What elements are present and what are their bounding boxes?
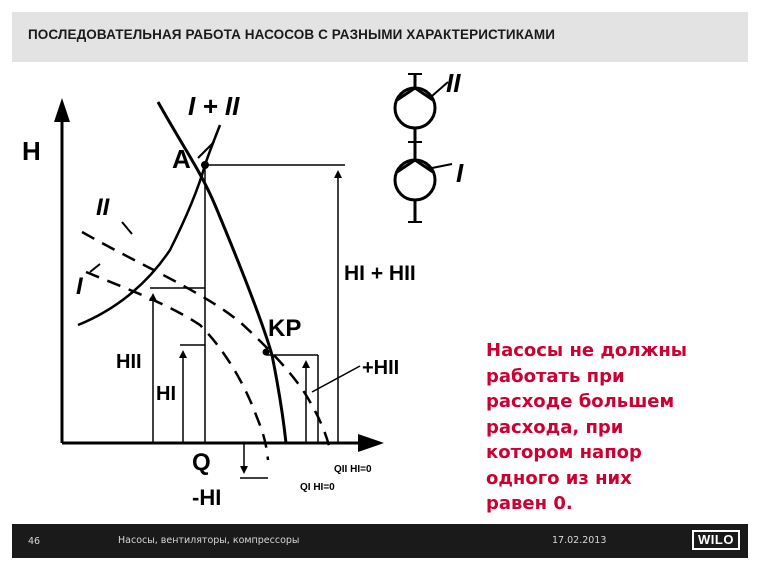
curve-ii-label: II xyxy=(96,194,110,221)
point-a-label: A xyxy=(172,144,191,174)
dim-hi-label: HI xyxy=(156,383,176,405)
footer-date: 17.02.2013 xyxy=(552,535,607,546)
note-line: равен 0. xyxy=(486,493,573,514)
dim-sum-label: HI + HII xyxy=(344,262,416,285)
leader-plus-hii xyxy=(312,366,360,392)
note-line: расхода, при xyxy=(486,416,624,438)
footer-bar xyxy=(12,524,748,558)
footer-subject: Насосы, вентиляторы, компрессоры xyxy=(118,535,300,546)
note-line: работать при xyxy=(486,365,625,387)
pump-schematic xyxy=(395,74,452,222)
q-i-zero-label: QI HI=0 xyxy=(300,482,335,493)
pump-upper-label: II xyxy=(446,68,461,98)
leader-ii xyxy=(122,222,132,234)
axis-h-label: H xyxy=(22,136,41,166)
note-line: одного из них xyxy=(486,467,632,489)
curve-sum-label: I + II xyxy=(188,91,240,121)
note-line: расходе большем xyxy=(486,391,675,412)
dim-minus-hi-label: -HI xyxy=(192,485,222,510)
curve-i-label: I xyxy=(76,273,83,300)
curve-sum-upper xyxy=(205,125,220,165)
dim-hii-label: HII xyxy=(116,351,142,373)
dim-plus-hii-label: +HII xyxy=(362,357,400,379)
page-title: ПОСЛЕДОВАТЕЛЬНАЯ РАБОТА НАСОСОВ С РАЗНЫМИ ХАРАКТЕРИСТИКАМИ xyxy=(28,27,556,42)
note-line: котором напор xyxy=(486,442,642,463)
pump-i-icon xyxy=(395,160,435,200)
page-number: 46 xyxy=(28,536,41,547)
note-line: Насосы не должны xyxy=(486,340,688,361)
q-axis-arrow xyxy=(358,434,384,452)
wilo-logo: WILO xyxy=(692,530,740,550)
leader-i xyxy=(90,264,100,272)
pump-ii-icon xyxy=(395,88,435,128)
curve-i-main xyxy=(78,165,205,325)
h-axis-arrow xyxy=(54,98,70,122)
q-ii-zero-label: QII HI=0 xyxy=(334,464,372,475)
pump-lower-label: I xyxy=(456,158,464,188)
point-kp-label: KP xyxy=(268,315,302,342)
curve-i xyxy=(86,272,268,460)
point-kp-marker xyxy=(263,349,270,356)
axis-q-label: Q xyxy=(192,449,211,476)
note-text xyxy=(486,338,736,517)
point-a-marker xyxy=(201,161,209,169)
